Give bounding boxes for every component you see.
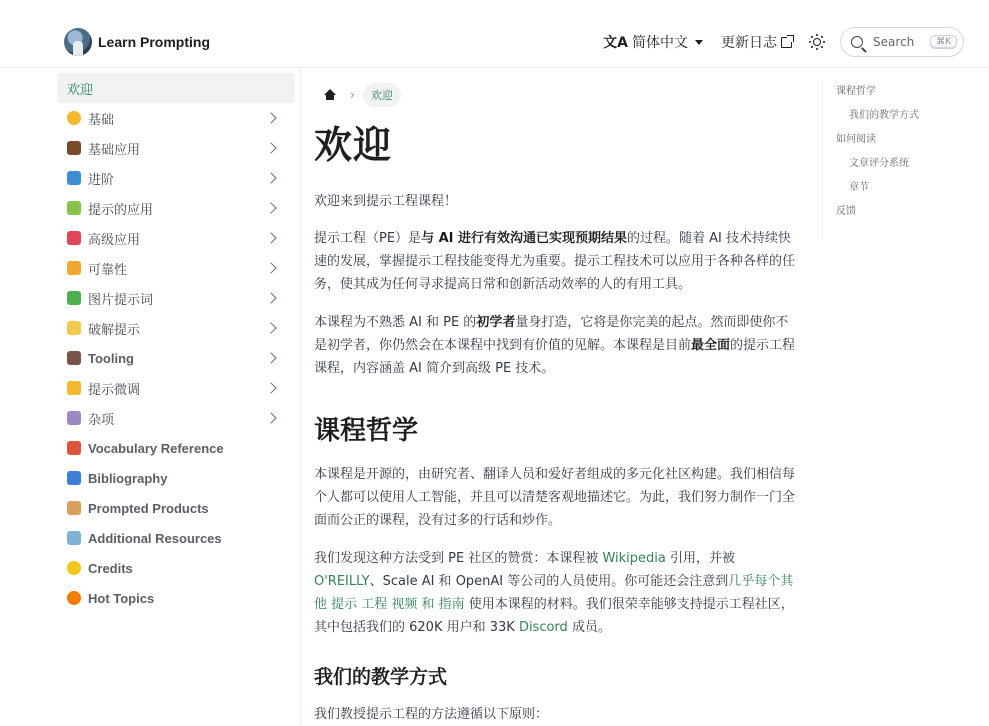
home-icon[interactable] xyxy=(324,89,336,101)
pencil-icon xyxy=(67,201,81,215)
search-placeholder: Search xyxy=(873,35,915,49)
text: 的提示工程课程，内容涵盖 AI 简介到高级 PE 技术。 xyxy=(314,338,796,376)
philosophy-paragraph: 本课程是开源的，由研究者、翻译人员和爱好者组成的多元化社区构建。我们相信每个人都可以使用人工智能，并且可以清楚客观地描述它。为此，我们努力制作一门全面而公正的课程，没有过多的行话和炒作。 xyxy=(314,467,796,528)
chevron-right-icon[interactable] xyxy=(265,322,276,333)
language-dropdown[interactable] xyxy=(603,32,703,52)
search-button[interactable] xyxy=(840,27,964,57)
sidebar-item[interactable] xyxy=(57,73,295,103)
scale-icon xyxy=(67,261,81,275)
bold-text: 最全面 xyxy=(691,338,731,353)
text: 量身打造，它将是你完美的起点。然而即使你不是初学者，你仍然会在本课程中找到有价值的见解。本课程是目前 xyxy=(314,315,789,353)
sidebar-item-label: Prompted Products xyxy=(88,500,209,516)
smiley-icon xyxy=(67,111,81,125)
chevron-right-icon[interactable] xyxy=(265,112,276,123)
sidebar-item-label: Vocabulary Reference xyxy=(88,440,224,456)
breadcrumb xyxy=(314,81,798,109)
section-heading-teaching: 我们的教学方式 xyxy=(314,666,448,688)
briefcase-icon xyxy=(67,141,81,155)
chevron-right-icon[interactable] xyxy=(265,262,276,273)
toc-item[interactable]: 如何阅读 xyxy=(836,134,876,145)
dice-icon xyxy=(67,411,81,425)
sidebar-item-label: Bibliography xyxy=(88,470,168,486)
package-icon xyxy=(67,501,81,515)
hammer-icon xyxy=(67,351,81,365)
text: 成员。 xyxy=(567,620,611,635)
page-title: 欢迎 xyxy=(314,123,393,167)
book-icon xyxy=(67,441,81,455)
chevron-right-icon[interactable] xyxy=(265,202,276,213)
discord-link[interactable]: Discord xyxy=(518,620,568,635)
external-link-icon xyxy=(781,37,792,48)
other-resources-link[interactable]: 几乎每个其他 提示 工程 视频 和 指南 xyxy=(314,574,794,612)
sidebar-item[interactable] xyxy=(57,343,295,373)
chevron-right-icon[interactable] xyxy=(265,352,276,363)
sun-icon xyxy=(813,38,821,46)
caret-down-icon xyxy=(695,40,703,45)
text: 本课程为不熟悉 AI 和 PE 的 xyxy=(314,315,477,330)
text: 使用本课程的材料。我们很荣幸能够支持提示工程社区，其中包括我们的 620K 用户和 33K xyxy=(314,597,794,635)
text: 我们发现这种方法受到 PE 社区的赞赏：本课程被 xyxy=(314,551,603,566)
translate-icon: 文A xyxy=(603,35,628,51)
sidebar-item[interactable] xyxy=(57,103,295,133)
toc-item[interactable]: 文章评分系统 xyxy=(849,158,909,169)
sidebar-item-label: Tooling xyxy=(88,350,134,366)
sidebar-item[interactable] xyxy=(57,463,295,493)
sidebar-item-label: Hot Topics xyxy=(88,590,155,606)
breadcrumb-separator: › xyxy=(350,88,355,102)
sidebar-item[interactable] xyxy=(57,583,295,613)
toc-item[interactable]: 我们的教学方式 xyxy=(849,110,919,121)
table-of-contents xyxy=(822,80,972,240)
chevron-right-icon[interactable] xyxy=(265,232,276,243)
sidebar-item-label: 进阶 xyxy=(88,172,115,188)
teaching-paragraph: 我们教授提示工程的方法遵循以下原则： xyxy=(314,707,549,722)
chevron-right-icon[interactable] xyxy=(265,382,276,393)
bold-text: 与 AI 进行有效沟通已实现预期结果 xyxy=(421,231,628,246)
sidebar-item[interactable] xyxy=(57,193,295,223)
text: 的过程。随着 AI 技术持续快速的发展，掌握提示工程技能变得尤为重要。提示工程技术可以应用于各种各样的任务，使其成为任何寻求提高日常和创新活动效率的人的有用工具。 xyxy=(314,231,796,292)
changelog-label: 更新日志 xyxy=(721,35,777,51)
chevron-right-icon[interactable] xyxy=(265,172,276,183)
chevron-right-icon[interactable] xyxy=(265,142,276,153)
sidebar-item[interactable] xyxy=(57,493,295,523)
sidebar-item-label: 基础 xyxy=(88,112,115,128)
section-heading-philosophy: 课程哲学 xyxy=(314,416,419,446)
sidebar-item-label: 提示的应用 xyxy=(88,202,154,218)
rocket-icon xyxy=(67,231,81,245)
chevron-right-icon[interactable] xyxy=(265,292,276,303)
sidebar-item[interactable] xyxy=(57,313,295,343)
fire-icon xyxy=(67,591,81,605)
toc-item[interactable]: 课程哲学 xyxy=(836,86,876,97)
sidebar-item[interactable] xyxy=(57,283,295,313)
intro-paragraph: 欢迎来到提示工程课程！ xyxy=(314,194,458,209)
sidebar-item[interactable] xyxy=(57,403,295,433)
top-navbar xyxy=(0,0,989,68)
oreilly-link[interactable]: O'REILLY xyxy=(314,574,370,589)
sidebar-item[interactable] xyxy=(57,163,295,193)
sidebar-item[interactable] xyxy=(57,133,295,163)
search-shortcut: ⌘K xyxy=(930,35,957,49)
ufo-icon xyxy=(67,531,81,545)
toc-item[interactable]: 章节 xyxy=(849,182,869,193)
sidebar xyxy=(52,68,301,726)
audience-paragraph xyxy=(314,311,798,380)
sidebar-item[interactable] xyxy=(57,523,295,553)
changelog-link[interactable] xyxy=(721,32,792,52)
sidebar-item[interactable] xyxy=(57,553,295,583)
sidebar-item-label: 欢迎 xyxy=(67,82,94,98)
brand-link[interactable] xyxy=(64,28,210,56)
theme-toggle-button[interactable] xyxy=(806,31,828,53)
community-paragraph xyxy=(314,547,798,639)
lock-icon xyxy=(67,321,81,335)
sidebar-item-label: 可靠性 xyxy=(88,262,128,278)
sidebar-item-label: 破解提示 xyxy=(88,322,141,338)
sidebar-item-label: Additional Resources xyxy=(88,530,222,546)
sidebar-item[interactable] xyxy=(57,223,295,253)
article xyxy=(314,68,798,726)
muscle-icon xyxy=(67,381,81,395)
sidebar-item-label: 基础应用 xyxy=(88,142,141,158)
text: 提示工程（PE）是 xyxy=(314,231,422,246)
bold-text: 初学者 xyxy=(476,315,516,330)
sidebar-item-label: 图片提示词 xyxy=(88,292,154,308)
language-label: 简体中文 xyxy=(632,35,688,51)
brand-name: Learn Prompting xyxy=(98,34,211,50)
sidebar-item[interactable] xyxy=(57,373,295,403)
logo-icon xyxy=(64,28,92,56)
sidebar-item-label: 提示微调 xyxy=(88,382,141,398)
sidebar-item-label: 高级应用 xyxy=(88,232,141,248)
sidebar-item[interactable] xyxy=(57,433,295,463)
pe-definition-paragraph xyxy=(314,227,798,296)
text: 引用，并被 xyxy=(665,551,735,566)
text: 、Scale AI 和 OpenAI 等公司的人员使用。你可能还会注意到 xyxy=(369,574,729,589)
sidebar-item-label: 杂项 xyxy=(88,412,115,428)
sparkles-icon xyxy=(67,561,81,575)
sidebar-item[interactable] xyxy=(57,253,295,283)
person-icon xyxy=(67,171,81,185)
books-icon xyxy=(67,471,81,485)
wikipedia-link[interactable]: Wikipedia xyxy=(602,551,666,566)
search-icon xyxy=(851,36,863,48)
breadcrumb-current: 欢迎 xyxy=(363,83,401,107)
chevron-right-icon[interactable] xyxy=(265,412,276,423)
toc-item[interactable]: 反馈 xyxy=(836,206,856,217)
picture-icon xyxy=(67,291,81,305)
sidebar-item-label: Credits xyxy=(88,560,133,576)
